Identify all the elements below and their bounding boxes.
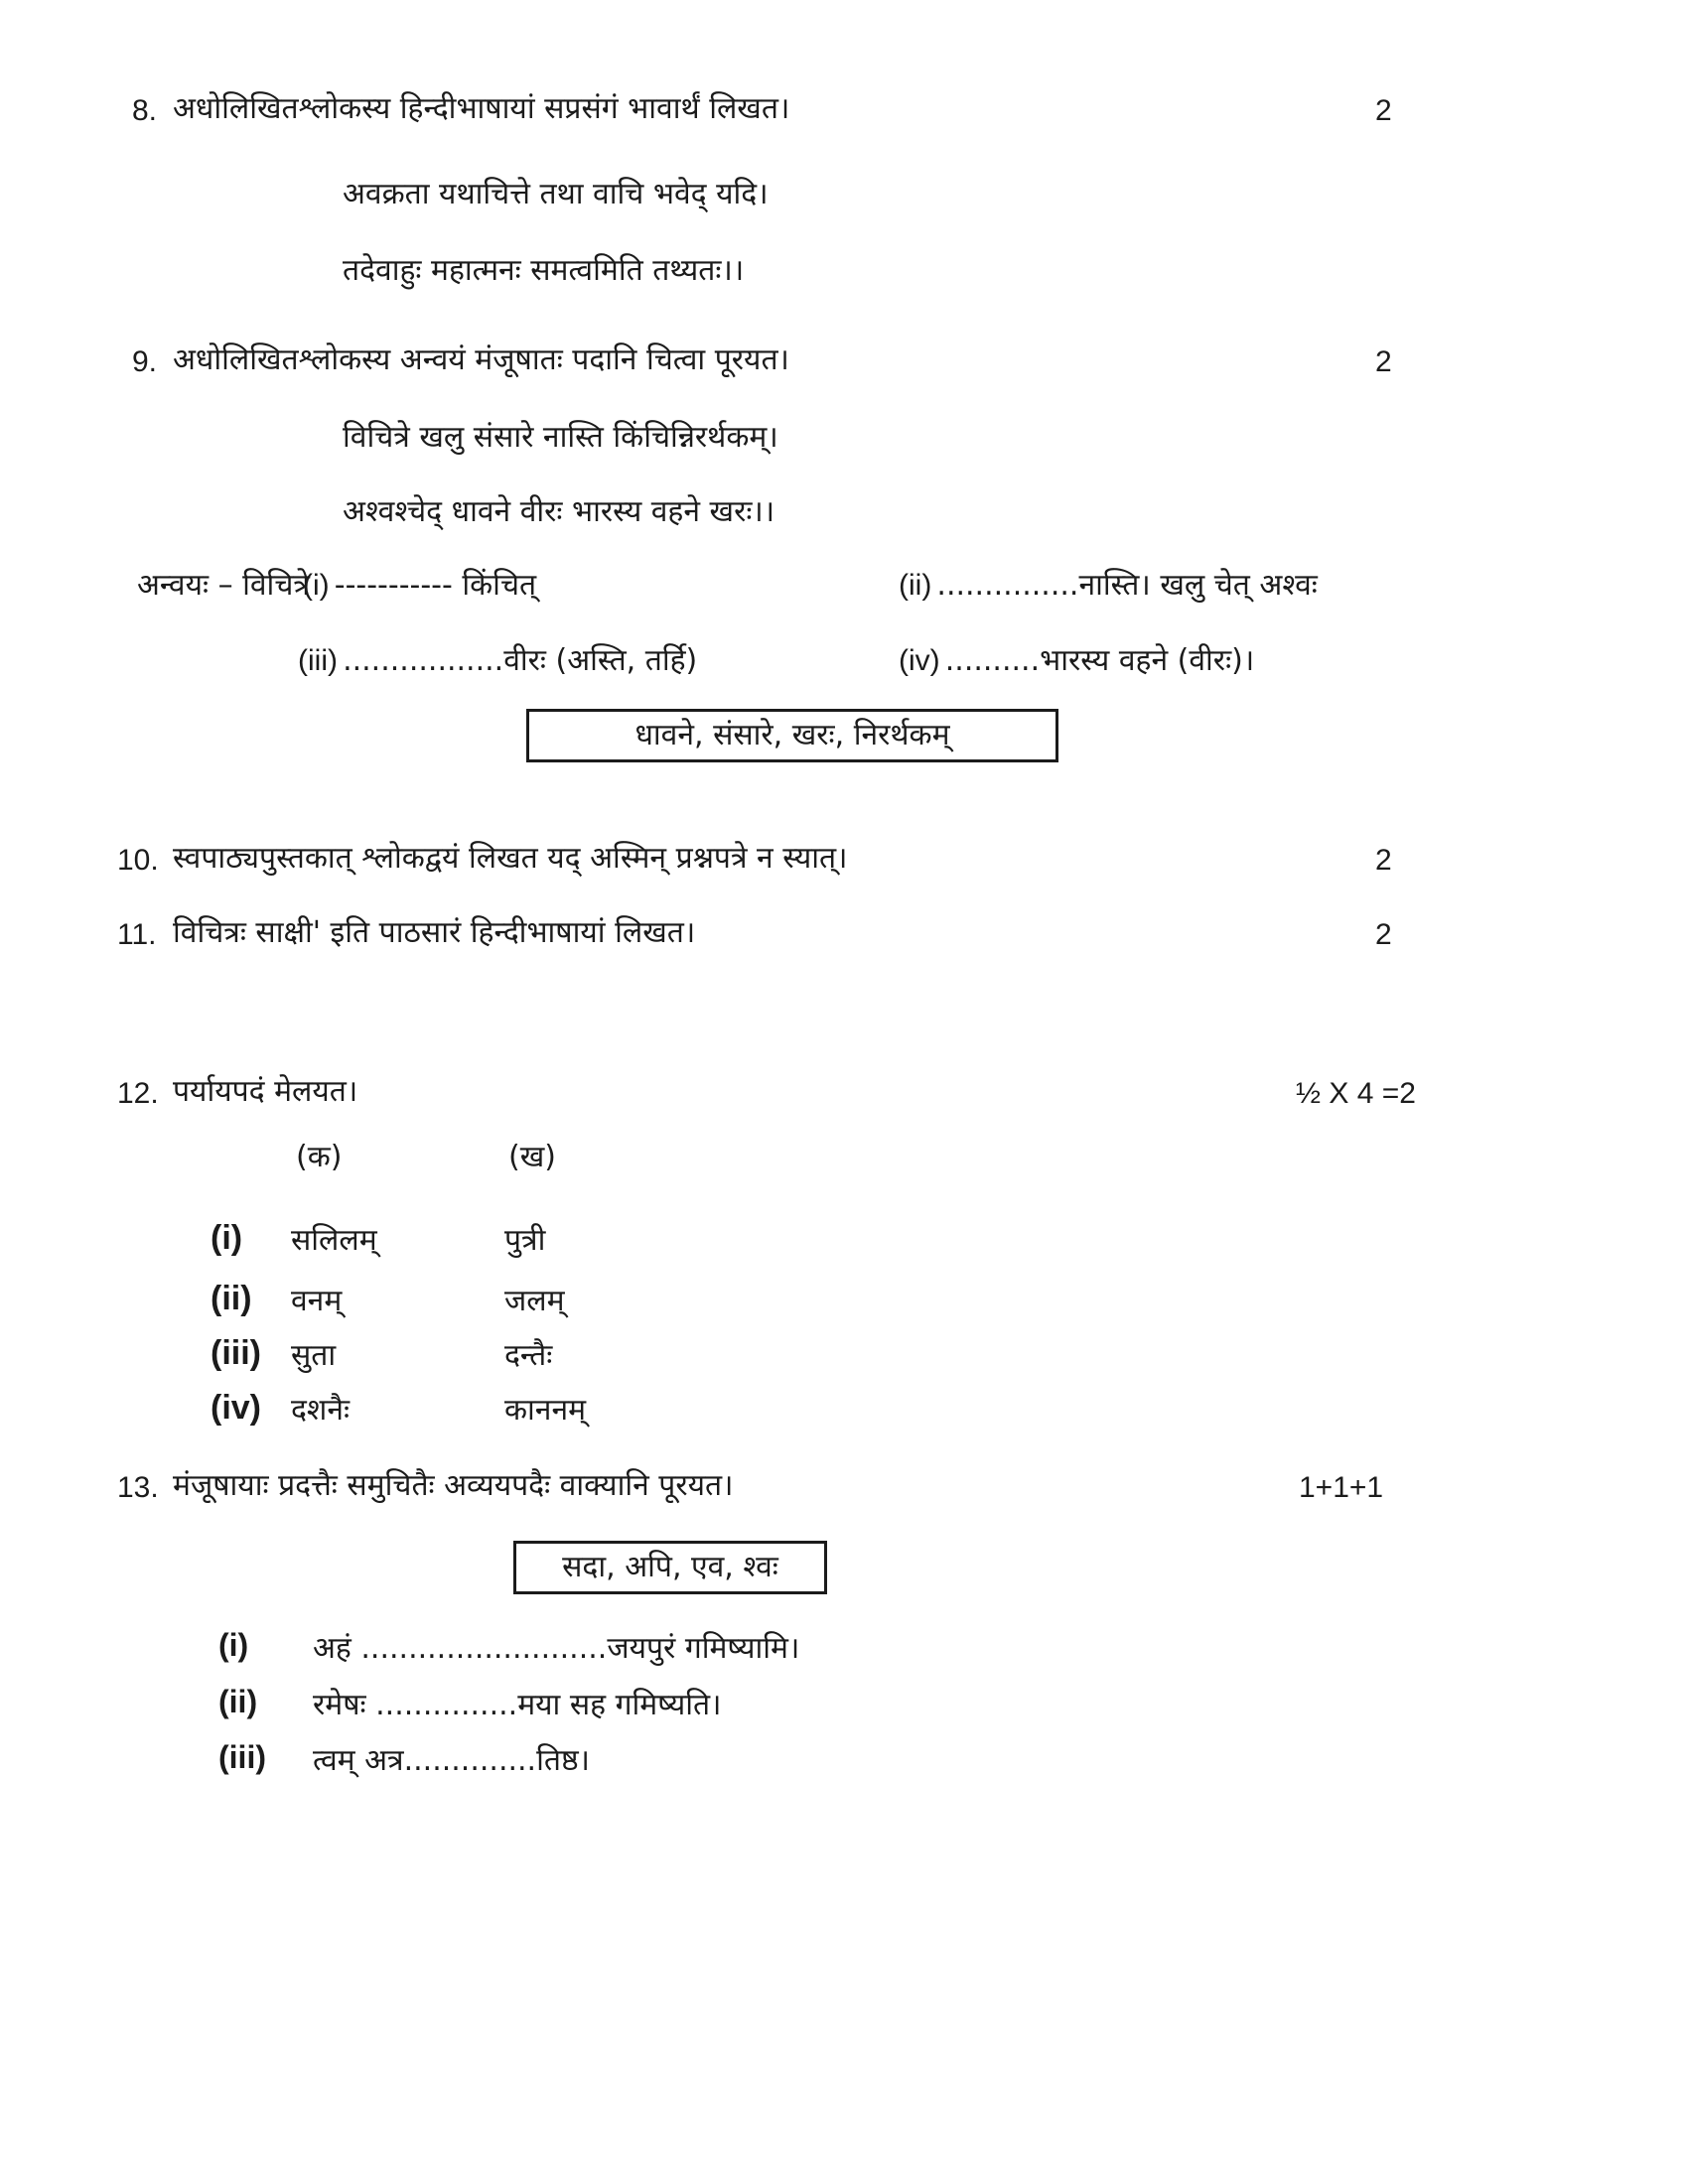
match-column-b-header: (ख) [508, 1140, 556, 1174]
question-12-text: पर्यायपदं मेलयत। [173, 1074, 358, 1109]
question-12-marks: ½ X 4 =2 [1296, 1077, 1416, 1110]
match-row-3-b: दन्तैः [504, 1338, 553, 1373]
question-9-number: 9. [132, 345, 158, 378]
question-11-marks: 2 [1375, 918, 1392, 951]
anvaya-blank-i-text: ----------- किंचित् [334, 568, 537, 603]
question-13-number: 13. [117, 1471, 159, 1504]
question-10-number: 10. [117, 844, 159, 877]
manjusha-box-q13-words: सदा, अपि, एव, श्वः [562, 1550, 778, 1584]
match-row-1-num: (i) [211, 1219, 243, 1257]
question-13-text: मंजूषायाः प्रदत्तैः समुचितैः अव्ययपदैः वाक्यानि पूरयत। [173, 1468, 734, 1503]
anvaya-blank-i-num: (i) [303, 569, 330, 602]
question-8-shloka-line-1: अवक्रता यथाचित्ते तथा वाचि भवेद् यदि। [343, 177, 769, 211]
anvaya-blank-iv [899, 643, 1254, 679]
question-10-text: स्वपाठ्यपुस्तकात् श्लोकद्वयं लिखत यद् अस्मिन् प्रश्नपत्रे न स्यात्। [173, 841, 848, 876]
question-9-shloka-line-1: विचित्रे खलु संसारे नास्ति किंचिन्निरर्थकम्। [343, 420, 778, 455]
fill-item-3-num: (iii) [218, 1739, 266, 1775]
question-8-text: अधोलिखितश्लोकस्य हिन्दीभाषायां सप्रसंगं भावार्थं लिखत। [173, 91, 790, 126]
match-row-4-b: काननम् [504, 1393, 587, 1428]
anvaya-blank-iii-text: .................वीरः (अस्ति, तर्हि) [343, 643, 698, 678]
fill-item-2-num: (ii) [218, 1684, 258, 1719]
anvaya-blank-iv-text: ..........भारस्य वहने (वीरः)। [944, 643, 1255, 678]
manjusha-box-q9-words: धावने, संसारे, खरः, निरर्थकम् [634, 718, 950, 752]
match-row-4-num: (iv) [211, 1389, 261, 1427]
question-10-marks: 2 [1375, 844, 1392, 877]
match-row-2-a: वनम् [291, 1284, 343, 1318]
match-row-2-b: जलम् [504, 1284, 565, 1318]
match-row-2-num: (ii) [211, 1280, 252, 1317]
match-row-3-a: सुता [291, 1338, 337, 1373]
question-9-shloka-line-2: अश्वश्चेद् धावने वीरः भारस्य वहने खरः।। [343, 494, 775, 529]
fill-item-1-num: (i) [218, 1627, 249, 1663]
anvaya-blank-ii-num: (ii) [899, 569, 932, 602]
question-11-number: 11. [117, 918, 157, 951]
anvaya-label: अन्वयः – विचित्रे [137, 568, 310, 603]
match-row-4-a: दशनैः [291, 1393, 351, 1428]
match-row-1-b: पुत्री [504, 1223, 546, 1258]
question-9-text: अधोलिखितश्लोकस्य अन्वयं मंजूषातः पदानि चित्वा पूरयत। [173, 342, 789, 377]
question-9-marks: 2 [1375, 345, 1392, 378]
anvaya-blank-iv-num: (iv) [899, 644, 940, 677]
question-12-number: 12. [117, 1077, 159, 1110]
match-column-a-header: (क) [296, 1140, 343, 1174]
question-13-marks: 1+1+1 [1299, 1471, 1384, 1504]
anvaya-blank-i [303, 568, 536, 604]
question-11-text: विचित्रः साक्षी' इति पाठसारं हिन्दीभाषायां लिखत। [173, 915, 696, 950]
fill-item-1-text: अहं ..........................जयपुरं गमिष्यामि। [313, 1631, 800, 1666]
question-8-marks: 2 [1375, 94, 1392, 127]
anvaya-blank-ii [899, 568, 1318, 604]
manjusha-box-q13 [513, 1541, 827, 1594]
question-8-number: 8. [132, 94, 158, 127]
anvaya-blank-iii [298, 643, 697, 679]
fill-item-2-text: रमेषः ...............मया सह गमिष्यति। [313, 1688, 722, 1722]
anvaya-blank-iii-num: (iii) [298, 644, 338, 677]
question-8-shloka-line-2: तदेवाहुः महात्मनः समत्वमिति तथ्यतः।। [343, 253, 745, 288]
anvaya-blank-ii-text: ...............नास्ति। खलु चेत् अश्वः [936, 568, 1318, 603]
manjusha-box-q9 [526, 709, 1058, 762]
match-row-3-num: (iii) [211, 1334, 261, 1372]
fill-item-3-text: त्वम् अत्र..............तिष्ठ। [313, 1743, 591, 1778]
match-row-1-a: सलिलम् [291, 1223, 377, 1258]
